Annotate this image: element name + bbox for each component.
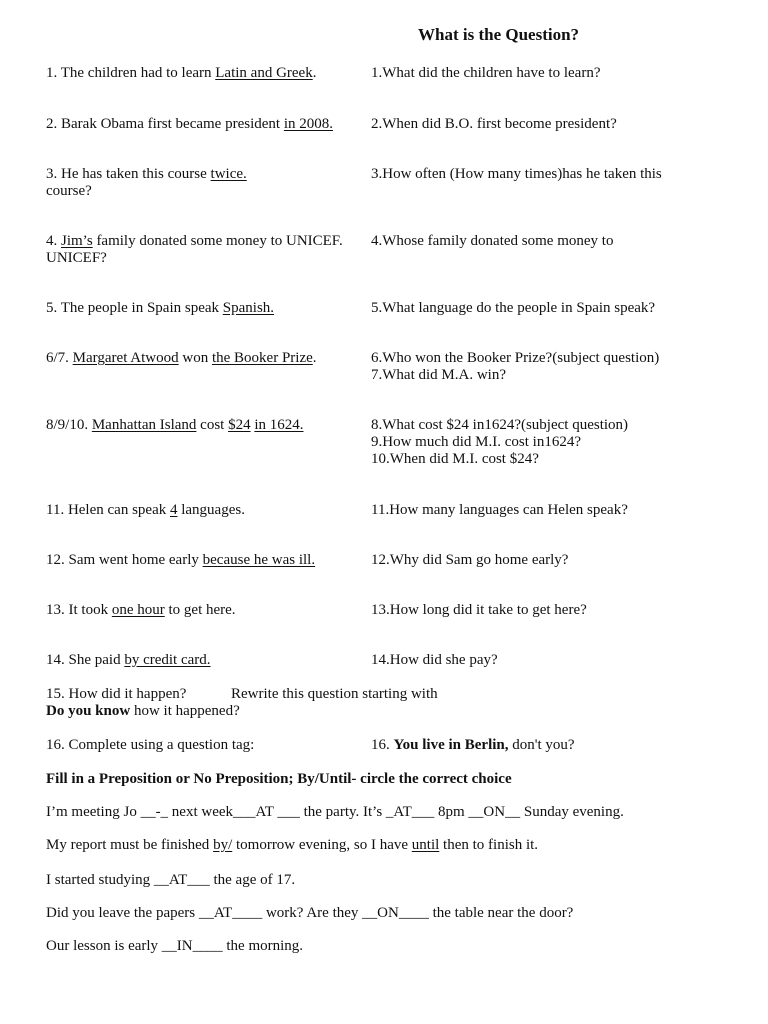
statement-2: 2. Barak Obama first became president in 2008. — [46, 116, 333, 132]
answer-7: 7.What did M.A. win? — [371, 367, 506, 383]
answer-3: 3.How often (How many times)has he taken this — [371, 166, 662, 182]
preposition-line-2: My report must be finished by/ tomorrow evening, so I have until then to finish it. — [46, 837, 539, 853]
preposition-line-1: I’m meeting Jo __-_ next week___AT ___ the party. It’s _AT___ 8pm __ON__ Sunday evening. — [46, 804, 624, 820]
statement-5: 5. The people in Spain speak Spanish. — [46, 300, 275, 316]
statement-11: 11. Helen can speak 4 languages. — [46, 502, 245, 518]
answer-13: 13.How long did it take to get here? — [371, 602, 587, 618]
answer-9: 9.How much did M.I. cost in1624? — [371, 434, 581, 450]
answer-4-wrap: UNICEF? — [46, 250, 107, 266]
answer-14: 14.How did she pay? — [371, 652, 498, 668]
answer-2: 2.When did B.O. first become president? — [371, 116, 617, 132]
statement-15: 15. How did it happen? — [46, 686, 187, 702]
statement-14: 14. She paid by credit card. — [46, 652, 211, 668]
statement-6-7: 6/7. Margaret Atwood won the Booker Prize. — [46, 350, 317, 366]
statement-1: 1. The children had to learn Latin and Greek. — [46, 65, 317, 81]
statement-13: 13. It took one hour to get here. — [46, 602, 236, 618]
answer-11: 11.How many languages can Helen speak? — [371, 502, 628, 518]
answer-1: 1.What did the children have to learn? — [371, 65, 601, 81]
answer-5: 5.What language do the people in Spain speak? — [371, 300, 656, 316]
page-title: What is the Question? — [418, 25, 580, 44]
answer-12: 12.Why did Sam go home early? — [371, 552, 569, 568]
answer-8: 8.What cost $24 in1624?(subject question) — [371, 417, 629, 433]
statement-12: 12. Sam went home early because he was ill. — [46, 552, 316, 568]
section-heading: Fill in a Preposition or No Preposition; By/Until- circle the correct choice — [46, 771, 512, 787]
statement-3: 3. He has taken this course twice. — [46, 166, 247, 182]
answer-15: Do you know how it happened? — [46, 703, 240, 719]
answer-4: 4.Whose family donated some money to — [371, 233, 614, 249]
answer-16: 16. You live in Berlin, don't you? — [371, 737, 575, 753]
statement-8-10: 8/9/10. Manhattan Island cost $24 in 1624. — [46, 417, 304, 433]
statement-4: 4. Jim’s family donated some money to UNICEF. — [46, 233, 343, 249]
instruction-15: Rewrite this question starting with — [231, 686, 438, 702]
statement-16: 16. Complete using a question tag: — [46, 737, 255, 753]
preposition-line-3: I started studying __AT___ the age of 17. — [46, 872, 296, 888]
preposition-line-5: Our lesson is early __IN____ the morning. — [46, 938, 304, 954]
preposition-line-4: Did you leave the papers __AT____ work? Are they __ON____ the table near the door? — [46, 905, 574, 921]
answer-3-wrap: course? — [46, 183, 92, 199]
answer-10: 10.When did M.I. cost $24? — [371, 451, 539, 467]
answer-6: 6.Who won the Booker Prize?(subject question) — [371, 350, 660, 366]
